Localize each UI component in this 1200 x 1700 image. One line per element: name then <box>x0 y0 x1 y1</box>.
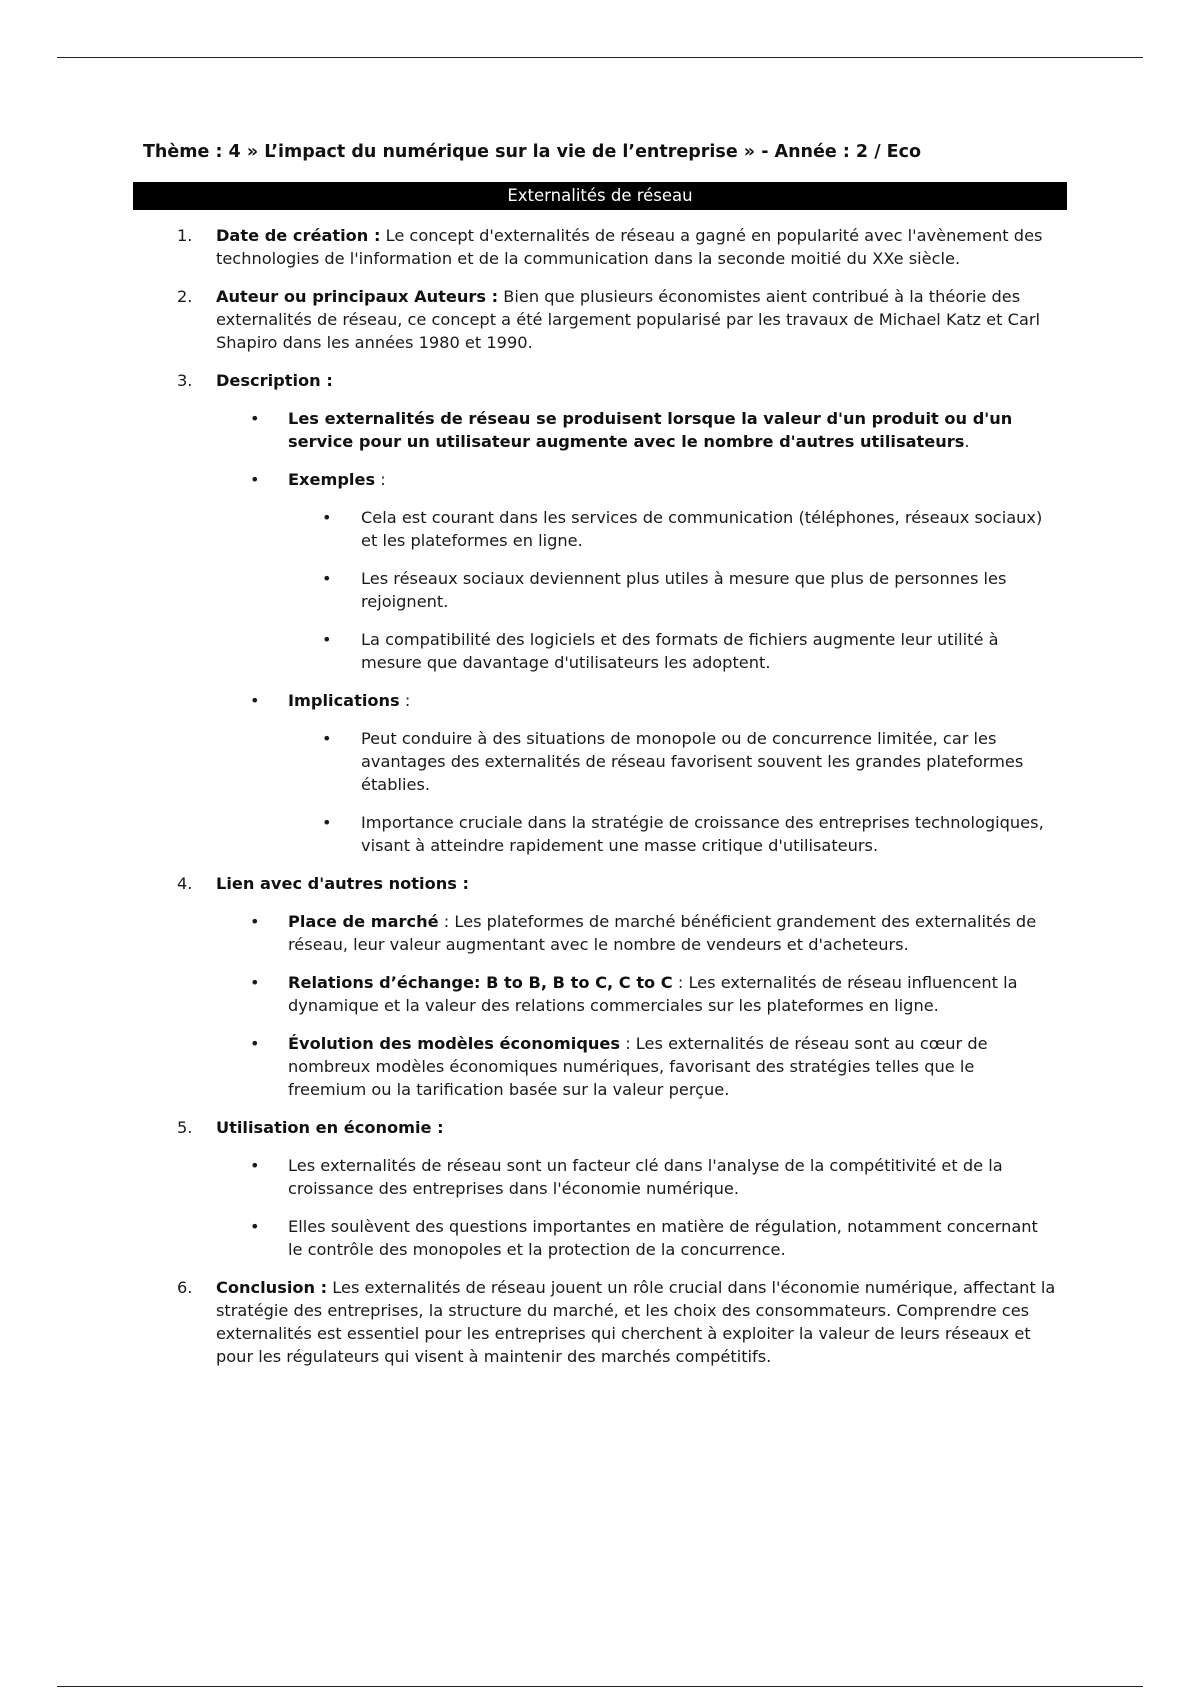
section-label: Lien avec d'autres notions : <box>216 874 469 893</box>
title-banner: Externalités de réseau <box>133 182 1067 210</box>
link-text: : Les plateformes de marché bénéficient grandement des externalités de réseau, leur valeur augmentant avec le nombre de vendeurs et d'acheteurs. <box>288 912 1037 954</box>
implications-colon: : <box>399 691 411 710</box>
section-label: Auteur ou principaux Auteurs : <box>216 287 499 306</box>
theme-heading: Thème : 4 » L’impact du numérique sur la vie de l’entreprise » - Année : 2 / Eco <box>143 142 922 162</box>
section-number: 4. <box>177 874 193 893</box>
bullet-icon: • <box>250 470 260 489</box>
list-item <box>177 811 1057 857</box>
document-body <box>177 224 1057 1383</box>
link-label: Évolution des modèles économiques <box>288 1034 621 1053</box>
link-item <box>177 1032 1057 1101</box>
section-text: Le concept d'externalités de réseau a gagné en popularité avec l'avènement des technologies de l'information et de la communication dans la seconde moitié du XXe siècle. <box>216 226 1043 268</box>
list-item <box>177 506 1057 552</box>
bullet-icon: • <box>322 569 332 588</box>
section-number: 2. <box>177 287 193 306</box>
examples-bullet <box>177 468 1057 491</box>
section-label: Date de création : <box>216 226 381 245</box>
bullet-icon: • <box>250 1217 260 1236</box>
implication-text: Peut conduire à des situations de monopole ou de concurrence limitée, car les avantages des externalités de réseau favorisent souvent les grandes plateformes établies. <box>361 729 1024 794</box>
list-item <box>177 628 1057 674</box>
bullet-icon: • <box>322 630 332 649</box>
bullet-icon: • <box>322 508 332 527</box>
examples-colon: : <box>375 470 386 489</box>
section-date-creation <box>177 224 1057 270</box>
link-text: : Les externalités de réseau sont au cœur de nombreux modèles économiques numériques, favorisant des stratégies telles que le freemium ou la tarification basée sur la valeur perçue. <box>288 1034 988 1099</box>
definition-bullet <box>177 407 1057 453</box>
section-number: 6. <box>177 1278 193 1297</box>
section-liens <box>177 872 1057 895</box>
section-conclusion <box>177 1276 1057 1368</box>
implications-label: Implications <box>288 691 400 710</box>
section-label: Conclusion : <box>216 1278 328 1297</box>
section-number: 3. <box>177 371 193 390</box>
use-text: Elles soulèvent des questions importantes en matière de régulation, notamment concernant le contrôle des monopoles et la protection de la concurrence. <box>288 1217 1038 1259</box>
bullet-icon: • <box>322 729 332 748</box>
list-item <box>177 1215 1057 1261</box>
bullet-icon: • <box>250 973 260 992</box>
examples-label: Exemples <box>288 470 376 489</box>
section-text: Les externalités de réseau jouent un rôle crucial dans l'économie numérique, affectant la stratégie des entreprises, la structure du marché, et les choix des consommateurs. Comprendre ces externalités est essentiel pour les entreprises qui cherchent à exploiter la valeur de leurs réseaux et pour les régulateurs qui visent à maintenir des marchés compétitifs. <box>216 1278 1056 1366</box>
section-label: Utilisation en économie : <box>216 1118 444 1137</box>
bullet-icon: • <box>250 1156 260 1175</box>
bullet-icon: • <box>322 813 332 832</box>
section-description <box>177 369 1057 392</box>
link-item <box>177 910 1057 956</box>
bullet-icon: • <box>250 691 260 710</box>
list-item <box>177 1154 1057 1200</box>
section-text: Bien que plusieurs économistes aient contribué à la théorie des externalités de réseau, ce concept a été largement popularisé par les travaux de Michael Katz et Carl Shapiro dans les années 1980 et 1990. <box>216 287 1041 352</box>
section-label: Description : <box>216 371 333 390</box>
list-item <box>177 567 1057 613</box>
definition-end: . <box>964 432 970 451</box>
link-label: Relations d’échange: B to B, B to C, C to C <box>288 973 673 992</box>
bottom-rule <box>57 1686 1143 1687</box>
section-auteurs <box>177 285 1057 354</box>
example-text: Les réseaux sociaux deviennent plus utiles à mesure que plus de personnes les rejoignent. <box>361 569 1007 611</box>
link-text: : Les externalités de réseau influencent la dynamique et la valeur des relations commerciales sur les plateformes en ligne. <box>288 973 1018 1015</box>
section-number: 5. <box>177 1118 193 1137</box>
example-text: La compatibilité des logiciels et des formats de fichiers augmente leur utilité à mesure que davantage d'utilisateurs les adoptent. <box>361 630 999 672</box>
definition-text: Les externalités de réseau se produisent lorsque la valeur d'un produit ou d'un service pour un utilisateur augmente avec le nombre d'autres utilisateurs <box>288 409 1013 451</box>
example-text: Cela est courant dans les services de communication (téléphones, réseaux sociaux) et les plateformes en ligne. <box>361 508 1043 550</box>
use-text: Les externalités de réseau sont un facteur clé dans l'analyse de la compétitivité et de la croissance des entreprises dans l'économie numérique. <box>288 1156 1003 1198</box>
bullet-icon: • <box>250 1034 260 1053</box>
top-rule <box>57 57 1143 58</box>
implication-text: Importance cruciale dans la stratégie de croissance des entreprises technologiques, visant à atteindre rapidement une masse critique d'utilisateurs. <box>361 813 1044 855</box>
bullet-icon: • <box>250 912 260 931</box>
section-number: 1. <box>177 226 193 245</box>
implications-bullet <box>177 689 1057 712</box>
section-utilisation <box>177 1116 1057 1139</box>
list-item <box>177 727 1057 796</box>
link-label: Place de marché <box>288 912 439 931</box>
link-item <box>177 971 1057 1017</box>
bullet-icon: • <box>250 409 260 428</box>
